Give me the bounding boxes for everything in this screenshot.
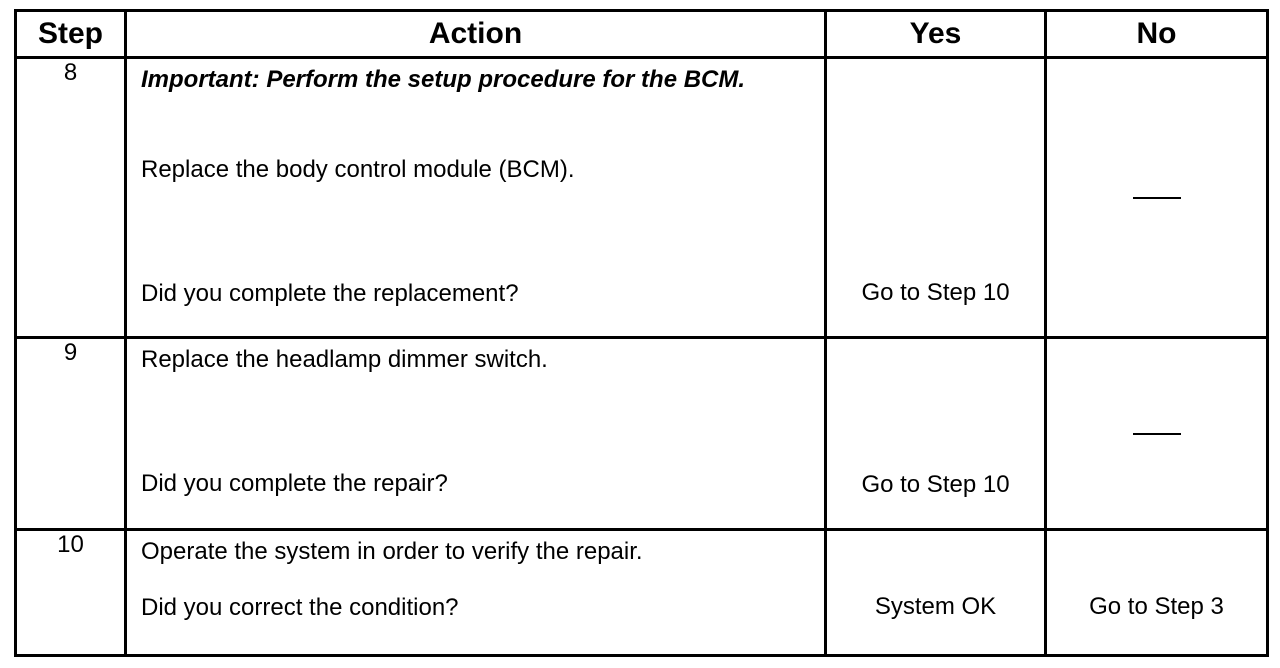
step-number: 8 bbox=[16, 58, 126, 338]
header-action: Action bbox=[126, 11, 826, 58]
no-cell bbox=[1046, 338, 1268, 530]
header-row bbox=[16, 11, 1268, 58]
table-row bbox=[16, 58, 1268, 338]
no-cell bbox=[1046, 58, 1268, 338]
no-cell bbox=[1046, 530, 1268, 656]
yes-cell bbox=[826, 338, 1046, 530]
important-note: Important: Perform the setup procedure for the BCM. bbox=[141, 66, 746, 93]
action-text: Operate the system in order to verify the repair. bbox=[141, 538, 643, 565]
header-yes: Yes bbox=[826, 11, 1046, 58]
action-cell bbox=[126, 530, 826, 656]
action-cell bbox=[126, 338, 826, 530]
question-text: Did you complete the replacement? bbox=[141, 280, 519, 307]
table-row bbox=[16, 338, 1268, 530]
no-result: Go to Step 3 bbox=[1089, 593, 1224, 620]
no-result-dash bbox=[1133, 197, 1181, 199]
diagnostic-table bbox=[14, 9, 1269, 657]
table-row bbox=[16, 530, 1268, 656]
yes-result: Go to Step 10 bbox=[861, 279, 1010, 306]
yes-cell bbox=[826, 58, 1046, 338]
step-number: 9 bbox=[16, 338, 126, 530]
yes-result: System OK bbox=[874, 593, 997, 620]
question-text: Did you correct the condition? bbox=[141, 594, 459, 621]
yes-cell bbox=[826, 530, 1046, 656]
action-text: Replace the headlamp dimmer switch. bbox=[141, 346, 548, 373]
question-text: Did you complete the repair? bbox=[141, 470, 448, 497]
action-cell bbox=[126, 58, 826, 338]
step-number: 10 bbox=[16, 530, 126, 656]
action-text: Replace the body control module (BCM). bbox=[141, 156, 575, 183]
header-no: No bbox=[1046, 11, 1268, 58]
no-result-dash bbox=[1133, 433, 1181, 435]
header-step: Step bbox=[16, 11, 126, 58]
yes-result: Go to Step 10 bbox=[861, 471, 1010, 498]
